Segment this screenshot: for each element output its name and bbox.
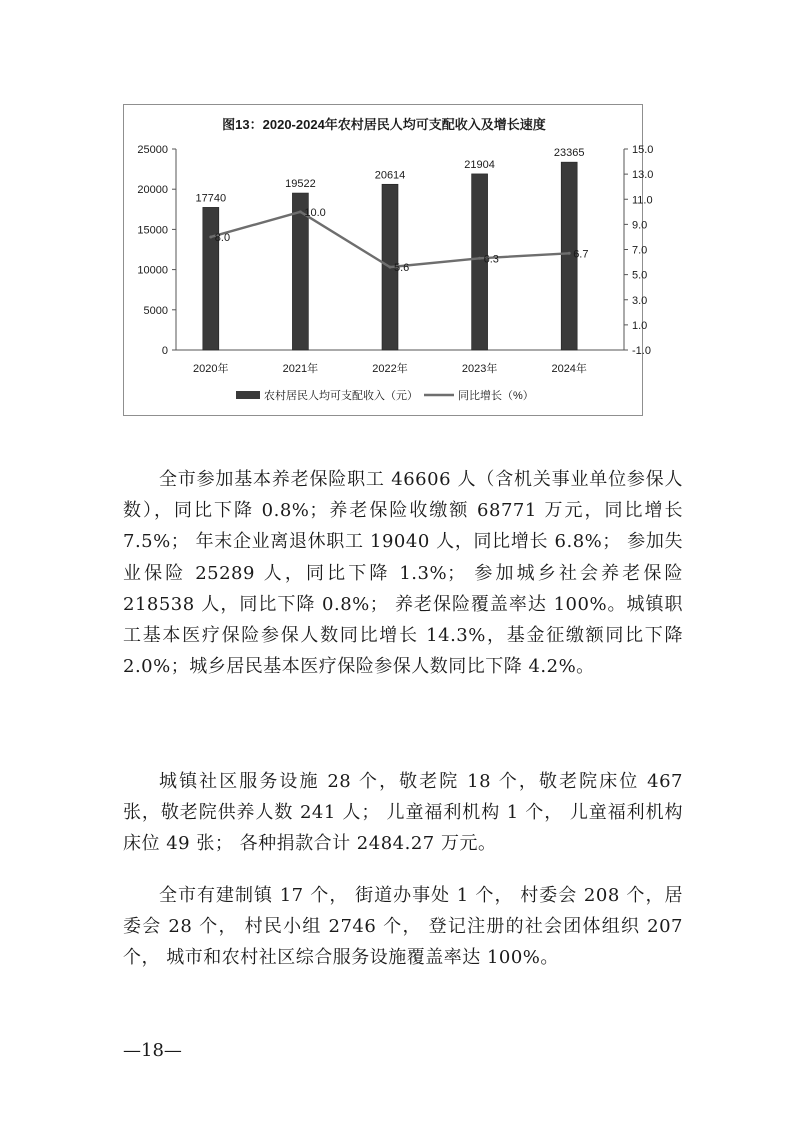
income-bar [203, 207, 219, 350]
left-tick-label: 0 [161, 345, 168, 357]
legend-bar-label: 农村居民人均可支配收入（元） [264, 390, 418, 402]
bar-value-label: 19522 [285, 178, 316, 191]
growth-value-label: 5.6 [394, 262, 410, 275]
paragraph-text: 全市参加基本养老保险职工 46606 人（含机关事业单位参保人数），同比下降 0.8%；养老保险收缴额 68771 万元，同比增长 7.5%； 年末企业离退休职工 19040 人，同比增长 6.8%； 参加失业保险 25289 人，同比下降 1.3%； 参加城乡社会养老保险 218538 人，同比下降 0.8%； 养老保险覆盖率达 100%。城镇职工基本医疗保险参保人数同比增长 14.3%，基金征缴额同比下降 2.0%；城乡居民基本医疗保险参保人数同比下降 4.2%。 [123, 469, 683, 678]
growth-point [568, 252, 571, 255]
paragraph-text: 城镇社区服务设施 28 个，敬老院 18 个，敬老院床位 467 张，敬老院供养人数 241 人； 儿童福利机构 1 个， 儿童福利机构床位 49 张； 各种捐款合计 2484.27 万元。 [123, 771, 683, 855]
growth-point [478, 257, 481, 260]
growth-point [209, 235, 212, 238]
left-tick-label: 5000 [143, 304, 168, 317]
left-tick-label: 10000 [137, 264, 168, 277]
bar-value-label: 20614 [374, 169, 406, 182]
chart-frame [123, 104, 654, 416]
growth-value-label: 6.3 [483, 253, 499, 266]
right-tick-label: 9.0 [632, 219, 648, 232]
income-growth-chart [124, 105, 654, 417]
growth-point [389, 266, 392, 269]
right-tick-label: 7.0 [632, 244, 648, 257]
x-tick-label: 2020年 [193, 363, 229, 375]
left-tick-label: 20000 [137, 184, 168, 197]
x-tick-label: 2022年 [372, 363, 408, 375]
legend-bar-swatch [236, 391, 260, 399]
left-tick-label: 25000 [137, 144, 168, 156]
growth-value-label: 10.0 [304, 206, 326, 219]
bar-value-label: 21904 [464, 158, 495, 171]
paragraph-text: 全市有建制镇 17 个， 街道办事处 1 个， 村委会 208 个，居委会 28 个， 村民小组 2746 个， 登记注册的社会团体组织 207 个， 城市和农村社区综合服务设施覆盖率达 100%。 [123, 885, 683, 969]
paragraph-administrative-units [123, 880, 683, 974]
right-tick-label: 3.0 [632, 294, 648, 307]
left-tick-label: 15000 [137, 224, 168, 237]
legend-line-label: 同比增长（%） [458, 390, 534, 402]
growth-value-label: 6.7 [573, 248, 589, 261]
bar-value-label: 23365 [553, 147, 585, 160]
page-number: —18— [123, 1040, 182, 1061]
growth-value-label: 8.0 [214, 231, 231, 244]
x-tick-label: 2021年 [282, 363, 319, 375]
chart-title: 图13：2020-2024年农村居民人均可支配收入及增长速度 [222, 117, 546, 132]
paragraph-community-services [123, 766, 683, 860]
bar-value-label: 17740 [195, 192, 227, 205]
x-tick-label: 2023年 [461, 363, 498, 375]
right-tick-label: 15.0 [632, 144, 654, 156]
paragraph-social-insurance [123, 464, 683, 682]
right-tick-label: -1.0 [632, 345, 651, 357]
right-tick-label: 13.0 [632, 169, 654, 182]
x-tick-label: 2024年 [551, 363, 587, 375]
growth-point [299, 210, 302, 213]
right-tick-label: 1.0 [632, 319, 648, 332]
right-tick-label: 11.0 [632, 194, 653, 207]
right-tick-label: 5.0 [632, 269, 648, 282]
